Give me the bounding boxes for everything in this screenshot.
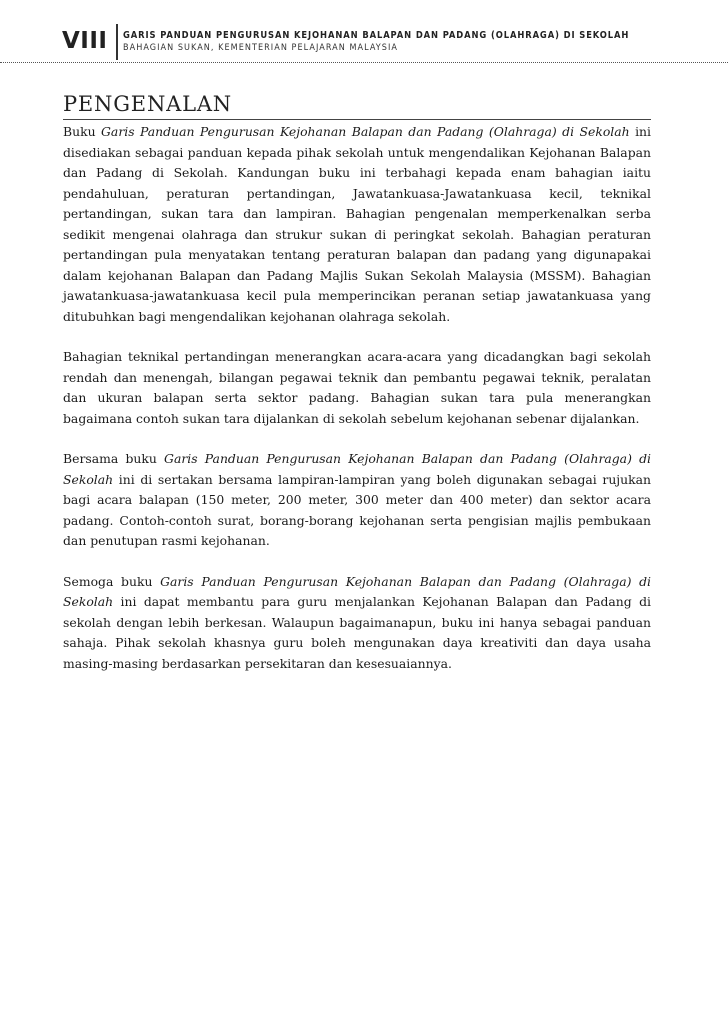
section-title-rule [63,119,651,120]
paragraph-1-rest: ini disediakan sebagai panduan kepada pihak sekolah untuk mengendalikan Kejohanan Balapan dan Padang di Sekolah. Kandungan buku ini terbahagi kepada enam bahagian iaitu pendahuluan, peraturan pertandingan, Jawatankuasa-Jawatankuasa kecil, teknikal pertandingan, sukan tara dan lampiran. Bahagian pengenalan memperkenalkan serba sedikit mengenai olahraga dan strukur sukan di peringkat sekolah. Bahagian peraturan pertandingan pula menyatakan tentang peraturan balapan dan padang yang digunapakai dalam kejohanan Balapan dan Padang Majlis Sukan Sekolah Malaysia (MSSM). Bahagian jawatankuasa-jawatankuasa kecil pula memperincikan peranan setiap jawatankuasa yang ditubuhkan bagi mengendalikan kejohanan olahraga sekolah. [63,124,651,324]
running-title: GARIS PANDUAN PENGURUSAN KEJOHANAN BALAPAN DAN PADANG (OLAHRAGA) DI SEKOLAH [123,30,630,41]
book-title-italic: Garis Panduan Pengurusan Kejohanan Balapan dan Padang (Olahraga) di Sekolah [63,451,651,487]
book-title-italic: Garis Panduan Pengurusan Kejohanan Balapan dan Padang (Olahraga) di Sekolah [63,573,651,609]
paragraph-4 [63,572,651,675]
body-text [63,122,651,694]
paragraph-1-lead: Buku [63,124,102,139]
paragraph-2: Bahagian teknikal pertandingan menerangkan acara-acara yang dicadangkan bagi sekolah rendah dan menengah, bilangan pegawai teknik dan pembantu pegawai teknik, peralatan dan ukuran balapan serta sektor padang. Bahagian sukan tara pula menerangkan bagaimana contoh sukan tara dijalankan di sekolah sebelum kejohanan sebenar dijalankan. [63,349,651,426]
paragraph-4-rest: ini dapat membantu para guru menjalankan Kejohanan Balapan dan Padang di sekolah dengan lebih berkesan. Walaupun bagaimanapun, buku ini hanya sebagai panduan sahaja. Pihak sekolah khasnya guru boleh mengunakan daya kreativiti dan daya usaha masing-masing berdasarkan persekitaran dan kesesuaiannya. [63,594,651,671]
page-header [62,24,652,58]
paragraph-4-lead: Semoga buku [63,573,161,589]
paragraph-3-lead: Bersama buku [63,451,165,466]
paragraph-1 [63,122,651,327]
header-divider [116,24,118,60]
running-subtitle: BAHAGIAN SUKAN, KEMENTERIAN PELAJARAN MALAYSIA [123,43,398,53]
paragraph-3-rest: ini di sertakan bersama lampiran-lampiran yang boleh digunakan sebagai rujukan bagi acara balapan (150 meter, 200 meter, 300 meter dan 400 meter) dan sektor acara padang. Contoh-contoh surat, borang-borang kejohanan serta pengisian majlis pembukaan dan penutupan rasmi kejohanan. [63,471,651,548]
page-number: VIII [62,28,108,54]
header-dotted-rule [0,62,728,63]
section-title: PENGENALAN [63,92,232,116]
paragraph-3 [63,449,651,552]
book-title-italic: Garis Panduan Pengurusan Kejohanan Balapan dan Padang (Olahraga) di Sekolah [101,124,630,139]
